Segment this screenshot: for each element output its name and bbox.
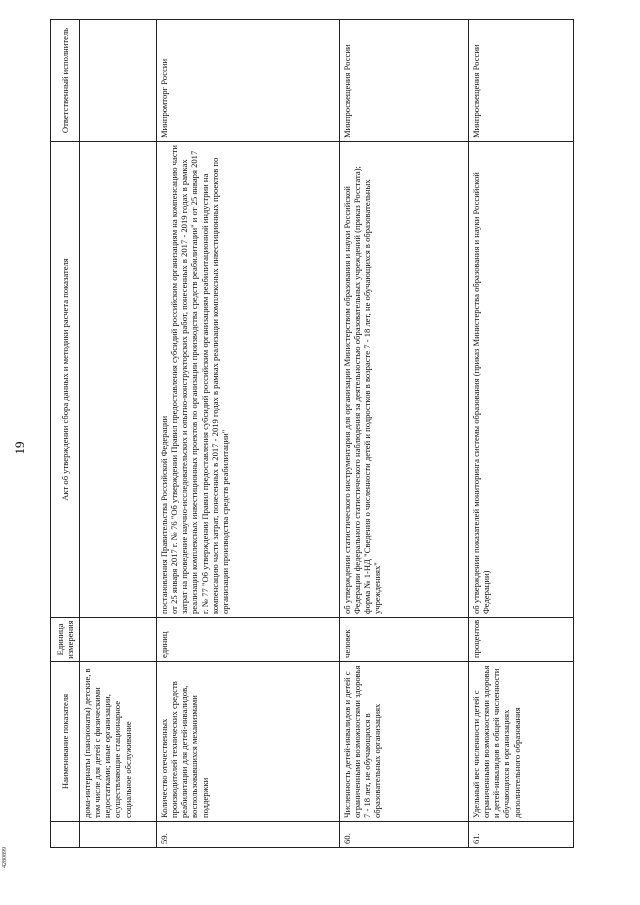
header-executor: Ответственный исполнитель xyxy=(51,20,80,142)
table-row xyxy=(469,20,574,848)
header-name: Наименование показателя xyxy=(51,662,80,822)
row-name: Количество отечественных производителей технических средств реабилитации для детей-инвалидов, воспользовавшихся механизмами поддержки xyxy=(157,662,340,822)
header-act: Акт об утверждении сбора данных и методики расчета показателя xyxy=(51,142,80,618)
row-act xyxy=(80,142,157,618)
row-executor: Минпросвещения России xyxy=(469,20,574,142)
row-act: об утверждении показателей мониторинга системы образования (приказ Министерства образования и науки Российской Федерации) xyxy=(469,142,574,618)
row-executor: Минпромторг России xyxy=(157,20,340,142)
row-act: постановления Правительства Российской Федерации от 25 января 2017 г. № 76 "Об утверждении Правил предоставления субсидий российским организациям на компенсацию части затрат на проведение научно-исследовательских и опытно-конструкторских работ, понесенных в 2017 - 2019 годах в рамках реализации комплексных инвестиционных проектов по организации производства средств реабилитации" и от 25 января 2017 г. № 77 "Об утверждении Правил предоставления субсидий российским организациям реабилитационной индустрии на компенсацию части затрат, понесенных в 2017 - 2019 годах в рамках реализации комплексных инвестиционных проектов по организации производства средств реабилитации" xyxy=(157,142,340,618)
table-row xyxy=(157,20,340,848)
table-row xyxy=(340,20,469,848)
row-name: Удельный вес численности детей с ограниченными возможностями здоровья и детей-инвалидов в общей численности обучающихся в организациях дополнительного образования xyxy=(469,662,574,822)
row-act: об утверждении статистического инструментария для организации Министерством образования и науки Российской Федерации федерального статистического наблюдения за деятельностью образовательных учреждений (приказ Росстата); форма № 1-НД "Сведения о численности детей и подростков в возрасте 7 - 18 лет, не обучающихся в образовательных учреждениях" xyxy=(340,142,469,618)
row-num: 61. xyxy=(469,822,574,848)
indicators-table xyxy=(50,19,574,848)
row-num: 59. xyxy=(157,822,340,848)
header-unit: Единица измерения xyxy=(51,618,80,662)
row-name: Численность детей-инвалидов и детей с ограниченными возможностями здоровья 7 - 18 лет, не обучающихся в образовательных организациях xyxy=(340,662,469,822)
table-row xyxy=(80,20,157,848)
row-executor xyxy=(80,20,157,142)
rotated-table-container xyxy=(50,20,605,848)
row-unit: человек xyxy=(340,618,469,662)
document-id: 4280899 xyxy=(2,847,8,868)
row-name: дома-интернаты (пансионаты) детские, в том числе для детей с физическими недостатками; иные организации, осуществляющие стационарное социальное обслуживание xyxy=(80,662,157,822)
page-number: 19 xyxy=(12,441,27,455)
row-unit: процентов xyxy=(469,618,574,662)
row-num xyxy=(80,822,157,848)
row-unit xyxy=(80,618,157,662)
table-header-row xyxy=(51,20,80,848)
row-unit: единиц xyxy=(157,618,340,662)
header-num xyxy=(51,822,80,848)
row-executor: Минпросвещения России xyxy=(340,20,469,142)
row-num: 60. xyxy=(340,822,469,848)
